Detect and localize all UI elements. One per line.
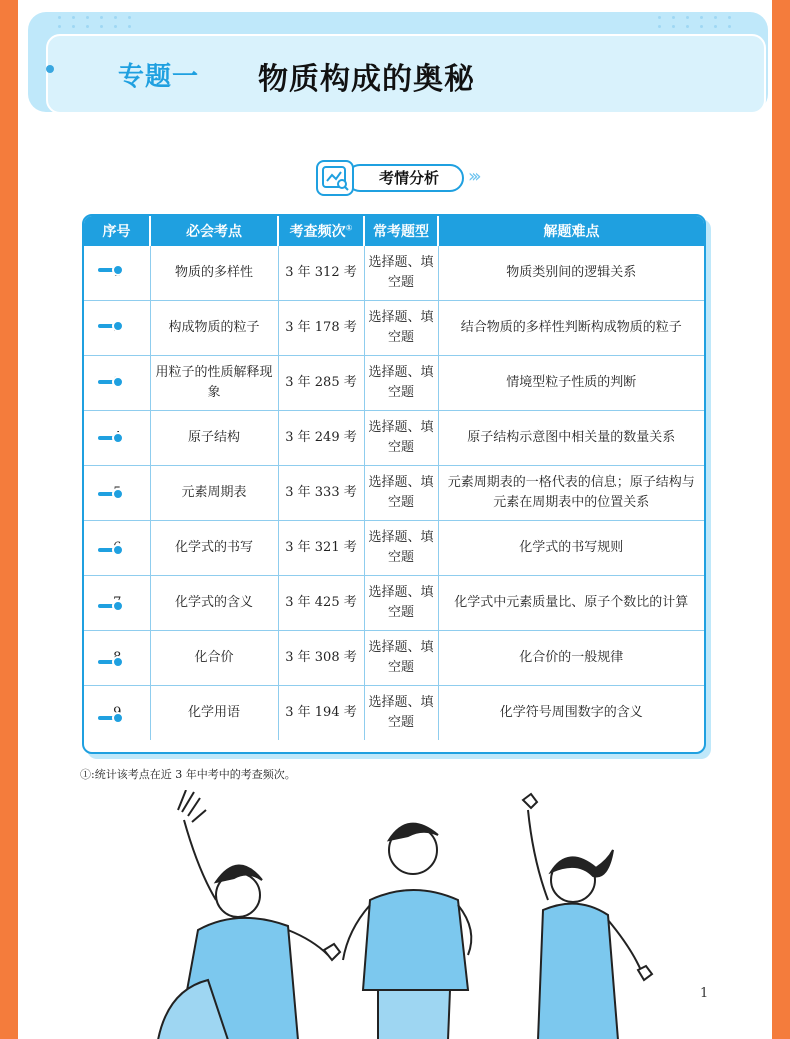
cell-frequency: 3 年 312 考: [278, 246, 364, 301]
cell-point: 原子结构: [150, 411, 278, 466]
table-row: [84, 356, 704, 411]
binder-ring-icon: [98, 600, 124, 612]
table-row: [84, 576, 704, 631]
cell-point: 构成物质的粒子: [150, 301, 278, 356]
binder-ring-icon: [98, 712, 124, 724]
cell-frequency: 3 年 333 考: [278, 466, 364, 521]
table-row: [84, 466, 704, 521]
footnote: ①:统计该考点在近 3 年中考中的考查频次。: [80, 768, 296, 781]
cell-question-type: 选择题、填空题: [364, 631, 438, 686]
cell-point: 化学式的含义: [150, 576, 278, 631]
cell-point: 用粒子的性质解释现象: [150, 356, 278, 411]
binder-ring-icon: [98, 656, 124, 668]
table-row: [84, 521, 704, 576]
table-row: [84, 301, 704, 356]
table-header-row: [84, 216, 704, 246]
cell-difficulty: 化学式中元素质量比、原子个数比的计算: [438, 576, 704, 631]
table-row: [84, 631, 704, 686]
cell-frequency: 3 年 321 考: [278, 521, 364, 576]
cell-question-type: 选择题、填空题: [364, 686, 438, 741]
binder-ring-icon: [98, 264, 124, 276]
binder-ring-icon: [98, 432, 124, 444]
table-row: [84, 411, 704, 466]
header-difficulty: 解题难点: [438, 216, 704, 246]
cell-question-type: 选择题、填空题: [364, 356, 438, 411]
students-cheering-illustration: [138, 790, 678, 1039]
cell-frequency: 3 年 285 考: [278, 356, 364, 411]
section-tag: [316, 160, 476, 196]
cell-frequency: 3 年 194 考: [278, 686, 364, 741]
cell-point: 物质的多样性: [150, 246, 278, 301]
exam-analysis-table: [82, 214, 706, 754]
cell-point: 元素周期表: [150, 466, 278, 521]
header-frequency: 考查频次①: [278, 216, 364, 246]
chart-search-icon: [316, 160, 354, 196]
cell-question-type: 选择题、填空题: [364, 246, 438, 301]
header-question-type: 常考题型: [364, 216, 438, 246]
page: [18, 0, 772, 1039]
cell-difficulty: 化合价的一般规律: [438, 631, 704, 686]
chevron-right-icon: ›››: [468, 166, 478, 187]
cell-point: 化学式的书写: [150, 521, 278, 576]
table-row: [84, 246, 704, 301]
cell-frequency: 3 年 308 考: [278, 631, 364, 686]
cell-question-type: 选择题、填空题: [364, 521, 438, 576]
decorative-dots: [658, 16, 736, 28]
cell-frequency: 3 年 178 考: [278, 301, 364, 356]
cell-frequency: 3 年 249 考: [278, 411, 364, 466]
binder-ring-icon: [98, 544, 124, 556]
section-title: 考情分析: [346, 164, 464, 192]
topic-title: 物质构成的奥秘: [258, 62, 475, 97]
page-number: 1: [700, 986, 709, 1001]
header-point: 必会考点: [150, 216, 278, 246]
cell-question-type: 选择题、填空题: [364, 301, 438, 356]
topic-label: 专题一: [118, 62, 200, 92]
cell-question-type: 选择题、填空题: [364, 466, 438, 521]
cell-difficulty: 化学符号周围数字的含义: [499, 705, 643, 720]
cell-difficulty: 情境型粒子性质的判断: [438, 356, 704, 411]
table-row: [84, 686, 704, 741]
header-number: 序号: [84, 216, 150, 246]
cell-difficulty: 化学式的书写规则: [438, 521, 704, 576]
cell-point: 化合价: [150, 631, 278, 686]
cell-question-type: 选择题、填空题: [364, 576, 438, 631]
banner-dot-icon: [46, 65, 54, 73]
cell-question-type: 选择题、填空题: [364, 411, 438, 466]
binder-ring-icon: [98, 488, 124, 500]
cell-difficulty: 物质类别间的逻辑关系: [438, 246, 704, 301]
decorative-dots: [58, 16, 136, 28]
cell-frequency: 3 年 425 考: [278, 576, 364, 631]
cell-point: 化学用语: [150, 686, 278, 741]
binder-ring-icon: [98, 320, 124, 332]
cell-difficulty: 原子结构示意图中相关量的数量关系: [438, 411, 704, 466]
binder-ring-icon: [98, 376, 124, 388]
cell-difficulty: 结合物质的多样性判断构成物质的粒子: [438, 301, 704, 356]
cell-difficulty: 元素周期表的一格代表的信息；原子结构与元素在周期表中的位置关系: [438, 466, 704, 521]
